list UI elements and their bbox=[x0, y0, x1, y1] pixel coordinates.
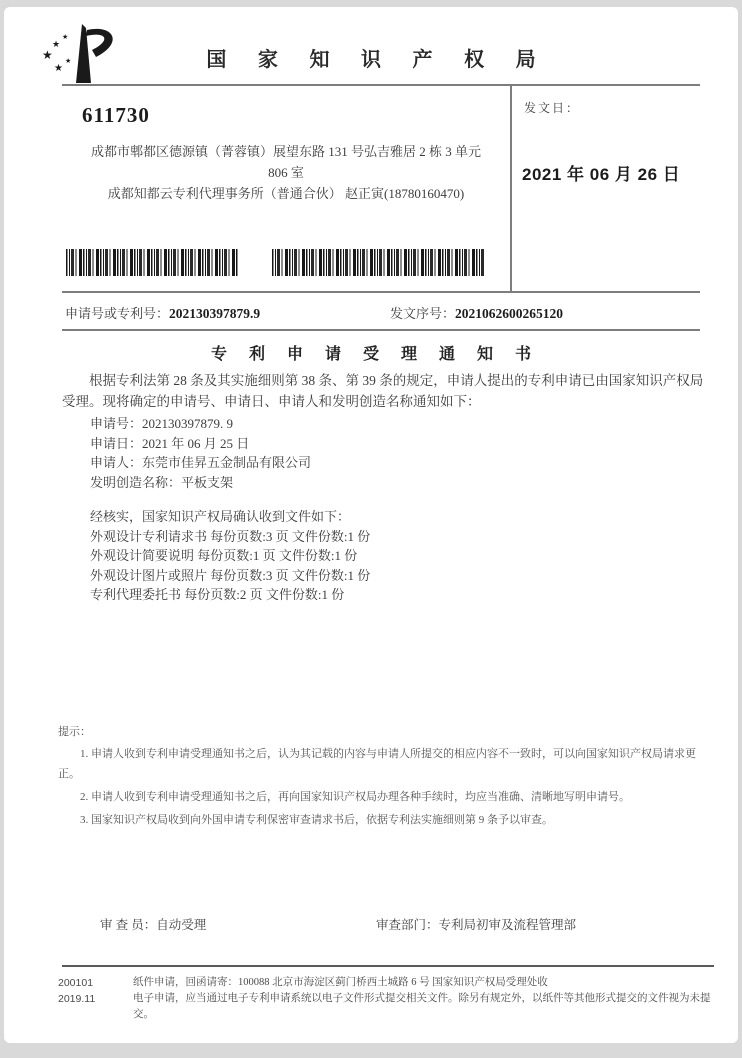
field-invention-name: 发明创造名称：平板支架 bbox=[90, 474, 234, 490]
org-title: 国 家 知 识 产 权 局 bbox=[206, 49, 549, 71]
footer-instructions bbox=[133, 975, 715, 1023]
received-intro: 经核实，国家知识产权局确认收到文件如下： bbox=[90, 509, 351, 524]
svg-text:★: ★ bbox=[62, 33, 69, 41]
header-divider bbox=[62, 84, 700, 86]
recipient-address bbox=[62, 141, 510, 204]
field-app-date: 申请日：2021 年 06 月 25 日 bbox=[90, 435, 250, 451]
vertical-divider bbox=[510, 84, 512, 291]
dispatch-serial-label: 发文序号： bbox=[390, 306, 456, 321]
footer-line-electronic: 电子申请，应当通过电子专利申请系统以电子文件形式提交相关文件。除另有规定外，以纸件等其他形式提交的文件视为未提交。 bbox=[133, 993, 711, 1020]
tip-item-2: 2. 申请人收到专利申请受理通知书之后，再向国家知识产权局办理各种手续时，均应当准确、清晰地写明申请号。 bbox=[80, 791, 630, 803]
department-value: 专利局初审及流程管理部 bbox=[438, 918, 577, 932]
application-fields bbox=[90, 414, 311, 492]
dispatch-date-value: 2021 年 06 月 26 日 bbox=[522, 165, 681, 184]
footer-divider bbox=[62, 965, 714, 967]
examiner-label: 审 查 员： bbox=[100, 918, 157, 932]
document-item: 专利代理委托书 每份页数:2 页 文件份数:1 份 bbox=[90, 587, 345, 602]
postal-code: 611730 bbox=[82, 103, 150, 127]
field-applicant: 申请人：东莞市佳昇五金制品有限公司 bbox=[90, 455, 312, 470]
address-line-1: 成都市郫都区德源镇（菁蓉镇）展望东路 131 号弘吉雅居 2 栋 3 单元 bbox=[90, 144, 481, 159]
notice-intro: 根据专利法第 28 条及其实施细则第 38 条、第 39 条的规定，申请人提出的专利申请已由国家知识产权局受理。现将确定的申请号、申请日、申请人和发明创造名称通知如下： bbox=[62, 373, 704, 409]
svg-text:★: ★ bbox=[65, 57, 72, 65]
department-label: 审查部门： bbox=[376, 918, 439, 932]
dispatch-date-label: 发文日： bbox=[524, 101, 581, 115]
dispatch-serial-value: 2021062600265120 bbox=[455, 306, 564, 321]
address-line-2: 806 室 bbox=[268, 165, 304, 180]
section-divider-1 bbox=[62, 291, 700, 293]
document-item: 外观设计专利请求书 每份页数:3 页 文件份数:1 份 bbox=[90, 528, 371, 544]
application-number bbox=[65, 303, 260, 322]
tips-section bbox=[58, 722, 710, 830]
document-item: 外观设计图片或照片 每份页数:3 页 文件份数:1 份 bbox=[90, 567, 371, 583]
footer-form-codes bbox=[58, 975, 95, 1007]
tip-item-1: 1. 申请人收到专利申请受理通知书之后，认为其记载的内容与申请人所提交的相应内容不一致时，可以向国家知识产权局请求更正。 bbox=[58, 748, 696, 780]
examiner-value: 自动受理 bbox=[156, 918, 207, 932]
footer-code-1: 200101 bbox=[58, 977, 94, 989]
dispatch-serial bbox=[390, 303, 563, 322]
application-number-value: 202130397879.9 bbox=[169, 306, 261, 321]
star-glyph: ★ bbox=[42, 48, 53, 62]
received-documents bbox=[90, 507, 370, 605]
department-row bbox=[376, 915, 576, 933]
barcode-left bbox=[66, 249, 238, 276]
svg-text:★: ★ bbox=[54, 63, 63, 74]
document-page bbox=[4, 7, 738, 1043]
tip-item-3: 3. 国家知识产权局收到向外国申请专利保密审查请求书后，依据专利法实施细则第 9 条予以审查。 bbox=[80, 814, 553, 826]
footer-line-paper: 纸件申请，回函请寄：100088 北京市海淀区蓟门桥西土城路 6 号 国家知识产权局受理处收 bbox=[133, 977, 548, 988]
field-app-number: 申请号：202130397879. 9 bbox=[90, 416, 234, 431]
svg-text:★: ★ bbox=[52, 39, 61, 49]
notice-title: 专 利 申 请 受 理 通 知 书 bbox=[210, 346, 540, 363]
document-item: 外观设计简要说明 每份页数:1 页 文件份数:1 份 bbox=[90, 548, 358, 563]
agency-line: 成都知都云专利代理事务所（普通合伙） 赵正寅(18780160470) bbox=[107, 186, 465, 201]
footer-code-2: 2019.11 bbox=[58, 993, 96, 1005]
examiner-row bbox=[100, 915, 206, 933]
tips-title: 提示： bbox=[58, 726, 91, 738]
application-number-label: 申请号或专利号： bbox=[65, 306, 170, 321]
section-divider-2 bbox=[62, 329, 700, 331]
barcode-right bbox=[272, 249, 484, 276]
